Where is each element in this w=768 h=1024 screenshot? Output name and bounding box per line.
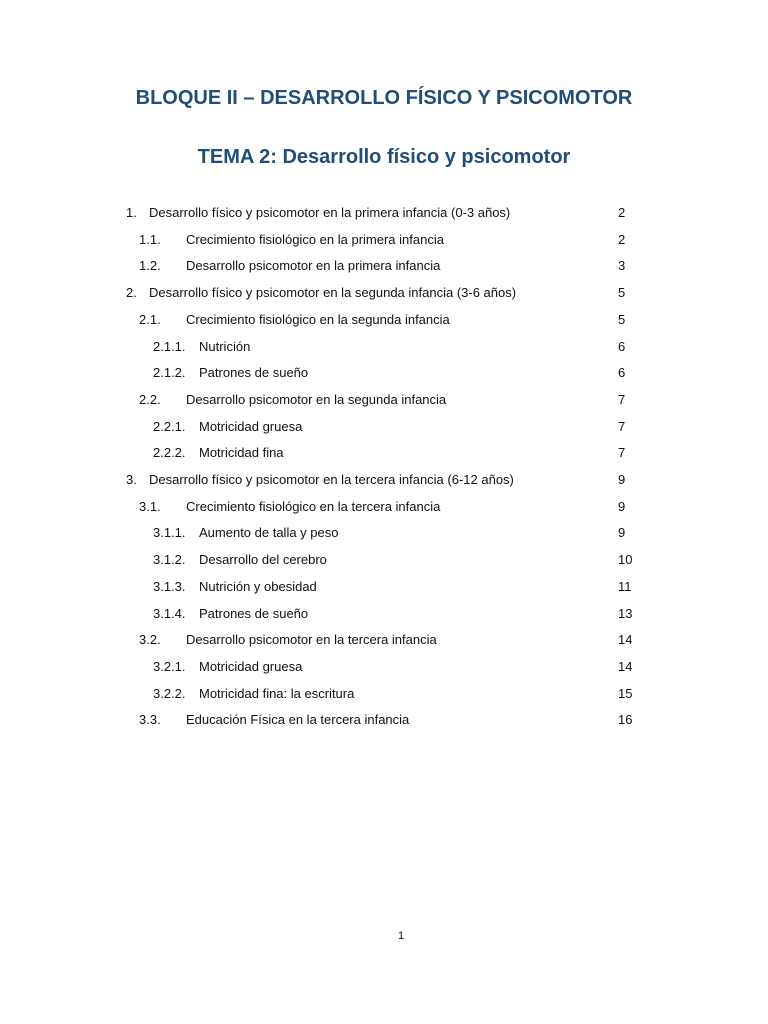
toc-entry-number: 3.1.4. <box>153 605 186 621</box>
toc-entry-number: 1. <box>126 205 137 220</box>
toc-entry-number: 2.2. <box>139 391 161 407</box>
toc-entry[interactable] <box>0 227 768 253</box>
toc-entry-title: Motricidad gruesa <box>199 658 303 674</box>
toc-entry-page: 14 <box>618 658 633 674</box>
toc-entry[interactable] <box>0 440 768 466</box>
toc-entry[interactable] <box>0 520 768 546</box>
toc-entry-title: Desarrollo del cerebro <box>199 552 327 568</box>
toc-entry-number: 3.3. <box>139 712 161 728</box>
toc-entry[interactable] <box>0 707 768 733</box>
toc-entry-number: 3.2.1. <box>153 658 186 674</box>
toc-entry-number: 1.2. <box>139 258 161 274</box>
toc-entry-number: 3.1. <box>139 498 161 514</box>
toc-entry-page: 7 <box>618 418 626 434</box>
toc-entry-number: 2.1. <box>139 311 161 327</box>
toc-entry-title: Aumento de talla y peso <box>199 525 339 541</box>
toc-entry[interactable] <box>0 467 768 493</box>
toc-entry[interactable] <box>0 200 768 226</box>
toc-entry-page: 10 <box>618 552 633 568</box>
toc-entry-page: 2 <box>618 205 626 220</box>
toc-entry-title: Motricidad gruesa <box>199 418 303 434</box>
toc-entry[interactable] <box>0 253 768 279</box>
toc-entry-title: Desarrollo psicomotor en la primera infancia <box>186 258 441 274</box>
toc-entry-page: 14 <box>618 632 633 648</box>
toc-entry-page: 6 <box>618 365 626 381</box>
toc-entry[interactable] <box>0 574 768 600</box>
toc-entry-title: Desarrollo psicomotor en la tercera infancia <box>186 632 437 648</box>
toc-entry[interactable] <box>0 334 768 360</box>
toc-entry[interactable] <box>0 307 768 333</box>
toc-entry-number: 3. <box>126 472 137 487</box>
toc-entry-page: 9 <box>618 525 626 541</box>
toc-entry-title: Nutrición <box>199 338 251 354</box>
toc-entry-number: 3.2.2. <box>153 685 186 701</box>
toc-entry-number: 3.1.2. <box>153 552 186 568</box>
toc-entry[interactable] <box>0 360 768 386</box>
toc-entry-number: 3.1.3. <box>153 578 186 594</box>
toc-entry-page: 13 <box>618 605 633 621</box>
toc-entry[interactable] <box>0 387 768 413</box>
toc-entry-number: 2.2.1. <box>153 418 186 434</box>
toc-entry-title: Desarrollo físico y psicomotor en la tercera infancia (6-12 años) <box>149 472 514 487</box>
toc-entry-number: 3.1.1. <box>153 525 186 541</box>
toc-entry-page: 15 <box>618 685 633 701</box>
toc-entry-title: Crecimiento fisiológico en la segunda infancia <box>186 311 450 327</box>
block-title: BLOQUE II – DESARROLLO FÍSICO Y PSICOMOTOR <box>135 87 633 109</box>
toc-entry[interactable] <box>0 414 768 440</box>
toc-entry-page: 3 <box>618 258 626 274</box>
toc-entry-title: Motricidad fina: la escritura <box>199 685 355 701</box>
toc-entry-page: 7 <box>618 445 626 461</box>
topic-title: TEMA 2: Desarrollo físico y psicomotor <box>197 146 571 168</box>
toc-entry-title: Crecimiento fisiológico en la tercera infancia <box>186 498 441 514</box>
toc-entry-number: 2.2.2. <box>153 445 186 461</box>
toc-entry-title: Crecimiento fisiológico en la primera infancia <box>186 231 444 247</box>
toc-entry[interactable] <box>0 547 768 573</box>
toc-entry-page: 5 <box>618 311 626 327</box>
toc-entry[interactable] <box>0 494 768 520</box>
toc-entry-title: Nutrición y obesidad <box>199 578 317 594</box>
toc-entry-page: 2 <box>618 231 626 247</box>
toc-entry[interactable] <box>0 627 768 653</box>
toc-entry-page: 7 <box>618 391 626 407</box>
toc-entry-page: 5 <box>618 285 626 301</box>
toc-entry-number: 1.1. <box>139 231 161 247</box>
toc-entry-title: Patrones de sueño <box>199 605 309 621</box>
toc-entry-number: 2.1.1. <box>153 338 186 354</box>
toc-entry-number: 2. <box>126 285 137 301</box>
toc-entry-page: 11 <box>618 578 632 594</box>
toc-entry-title: Educación Física en la tercera infancia <box>186 712 410 728</box>
toc-entry-number: 2.1.2. <box>153 365 186 381</box>
toc-entry-title: Desarrollo físico y psicomotor en la segunda infancia (3-6 años) <box>149 285 517 301</box>
page-number: 1 <box>397 930 405 942</box>
toc-entry[interactable] <box>0 601 768 627</box>
toc-entry-title: Desarrollo físico y psicomotor en la primera infancia (0-3 años) <box>149 205 511 220</box>
toc-entry[interactable] <box>0 681 768 707</box>
toc-entry-title: Desarrollo psicomotor en la segunda infancia <box>186 391 447 407</box>
toc-entry-page: 16 <box>618 712 633 728</box>
toc-entry-page: 6 <box>618 338 626 354</box>
toc-entry-page: 9 <box>618 472 626 487</box>
toc-entry-number: 3.2. <box>139 632 161 648</box>
toc-entry[interactable] <box>0 280 768 306</box>
toc-entry[interactable] <box>0 654 768 680</box>
toc-entry-title: Patrones de sueño <box>199 365 309 381</box>
toc-entry-title: Motricidad fina <box>199 445 284 461</box>
toc-entry-page: 9 <box>618 498 626 514</box>
